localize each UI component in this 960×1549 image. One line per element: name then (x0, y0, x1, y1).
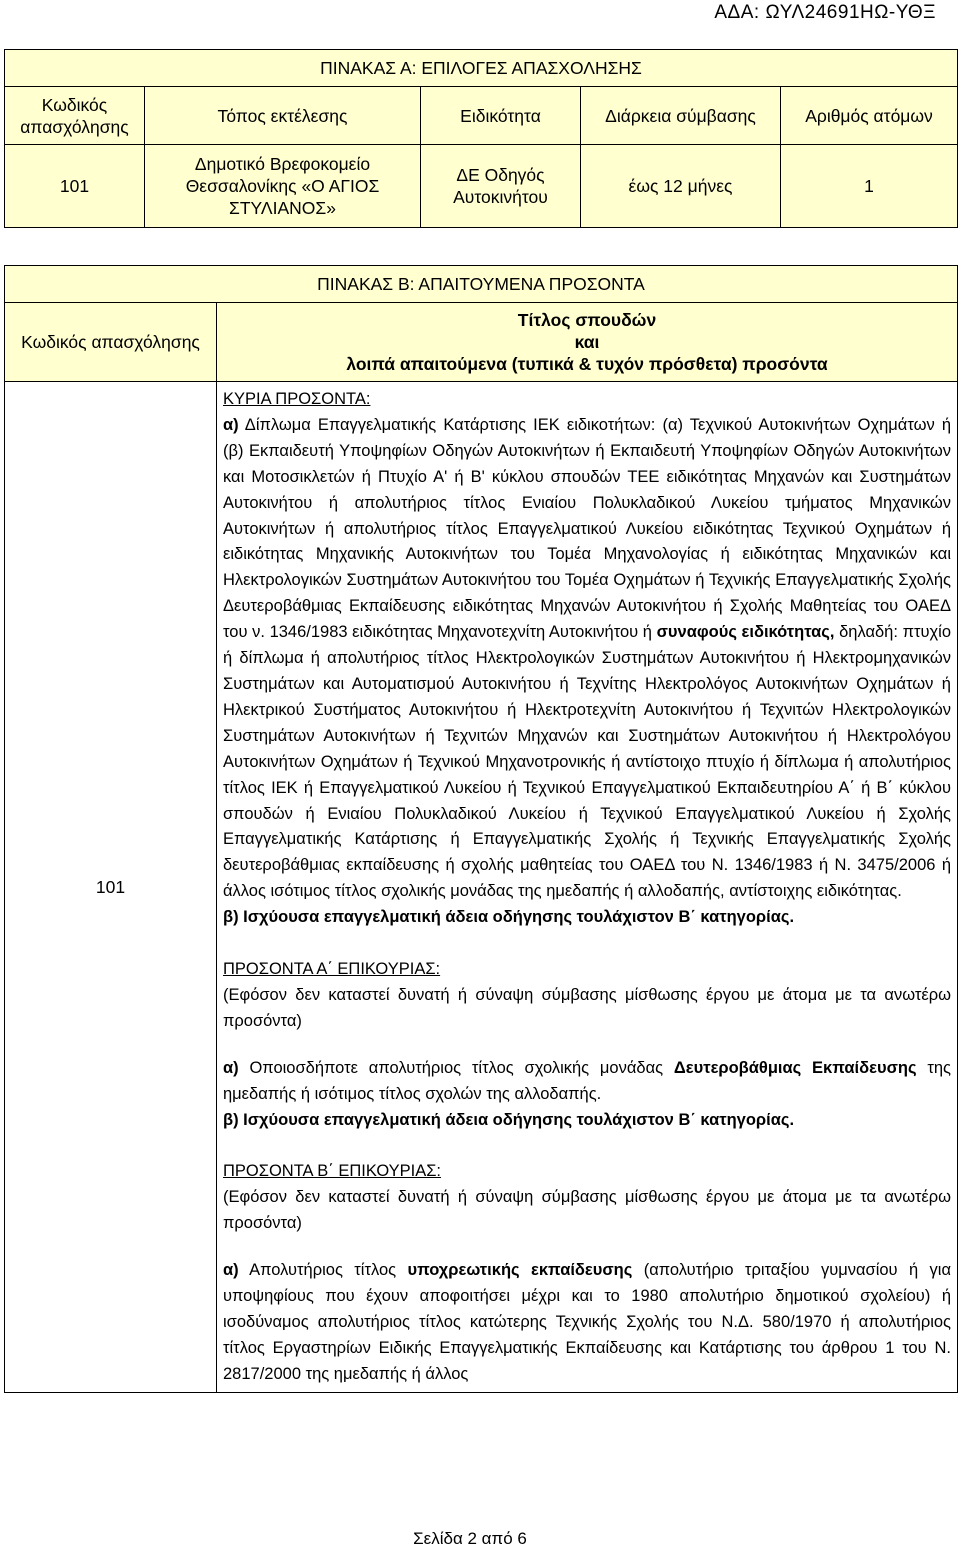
header-place: Τόπος εκτέλεσης (145, 87, 421, 145)
alt-a-a-label: α) (223, 1058, 239, 1077)
alt-b-a-bold: υποχρεωτικής εκπαίδευσης (407, 1261, 633, 1280)
header-qual-line-3: λοιπά απαιτούμενα (τυπικά & τυχόν πρόσθετα) προσόντα (346, 354, 828, 374)
main-qualification-a (223, 413, 951, 905)
table-required-qualifications (4, 265, 958, 1393)
main-a-text-1: Δίπλωμα Επαγγελματικής Κατάρτισης ΙΕΚ ειδικοτήτων: (α) Τεχνικού Αυτοκινήτων Οχημάτων ή (β) Εκπαιδευτή Υποψηφίων Οδηγών Αυτοκινήτων ή Εκπαιδευτή Υποψηφίων Οδηγών Αυτοκινήτων και Μοτοσικλετών ή Πτυχίο Α' ή Β' κύκλου σπουδών ΤΕΕ ειδικότητας Μηχανών και Συστημάτων Αυτοκινήτου ή απολυτήριος τίτλος Ενιαίου Πολυκλαδικού Λυκείου τμήματος Μηχανικών Αυτοκινήτων ή απολυτήριος τίτλος Επαγγελματικού Λυκείου ειδικότητας Τεχνικού Οχημάτων ή ειδικότητας Μηχανικής Αυτοκινήτων του Τομέα Μηχανολογίας ή ειδικότητας Μηχανικών και Ηλεκτρολογικών Συστημάτων Αυτοκινήτου του Τομέα Οχημάτων ή Τεχνικής Επαγγελματικής Σχολής Δευτεροβάθμιας Εκπαίδευσης ειδικότητας Μηχανών Αυτοκινήτου ή Σχολής Μαθητείας του ΟΑΕΔ του ν. 1346/1983 ειδικότητας Μηχανοτεχνίτη Αυτοκινήτου ή (223, 415, 951, 642)
cell-duration: έως 12 μήνες (581, 145, 781, 228)
alt-b-qualification-a (223, 1258, 951, 1388)
page-number: Σελίδα 2 από 6 (413, 1529, 527, 1548)
header-qual-line-1: Τίτλος σπουδών (517, 310, 657, 330)
alt-b-heading: ΠΡΟΣΟΝΤΑ Β΄ ΕΠΙΚΟΥΡΙΑΣ: (223, 1162, 442, 1181)
alt-b-a-text-2: (απολυτήριο τριταξίου γυμνασίου ή για υποψηφίους που έχουν αποφοιτήσει μέχρι και το 1980 απολυτήριο δημοτικού σχολείου) ή ισοδύναμος απολυτήριος τίτλος κατώτερης Τεχνικής Σχολής του Ν.Δ. 580/1970 ή απολυτήριος τίτλος Εργαστηρίων Ειδικής Επαγγελματικής Εκπαίδευσης και Κατάρτισης του άρθρου 1 του Ν. 2817/2000 της ημεδαπής ή άλλος (223, 1261, 951, 1383)
main-qualification-b: β) Ισχύουσα επαγγελματική άδεια οδήγησης τουλάχιστον Β΄ κατηγορίας. (223, 908, 795, 927)
alt-b-a-text-1: Απολυτήριος τίτλος (249, 1261, 397, 1280)
cell-persons: 1 (781, 145, 958, 228)
header-qualifications (217, 303, 958, 382)
header-qual-line-2: και (574, 332, 600, 352)
alt-a-qualification-b: β) Ισχύουσα επαγγελματική άδεια οδήγησης τουλάχιστον Β΄ κατηγορίας. (223, 1110, 795, 1129)
main-a-text-2: δηλαδή: πτυχίο ή δίπλωμα ή απολυτήριος τίτλος Ηλεκτρολογικών Συστημάτων Αυτοκινήτου ή Ηλεκτρομηχανικών Συστημάτων και Αυτοματισμού Αυτοκινήτου ή Τεχνίτης Ηλεκτρολόγος Αυτοκινήτων Οχημάτων ή Ηλεκτρικού Συστήματος Αυτοκινήτου ή Ηλεκτροτεχνίτη Αυτοκινήτου ή Τεχνιτών Ηλεκτρολογικών Συστημάτων Αυτοκινήτων ή Τεχνιτών Μηχανών και Συστημάτων Αυτοκινήτου ή Ηλεκτρολόγου Αυτοκινήτων Οχημάτων ή Τεχνικού Μηχανοτρονικής ή αντίστοιχο πτυχίο ή δίπλωμα ή απολυτήριος τίτλος ΙΕΚ ή Επαγγελματικού Λυκείου ή Τεχνικού Επαγγελματικού Εκπαιδευτηρίου Α΄ ή Β΄ κύκλου σπουδών ή Ενιαίου Πολυκλαδικού Λυκείου ή Τεχνικού Επαγγελματικού Λυκείου ή Σχολής Επαγγελματικής Κατάρτισης ή Επαγγελματικής Σχολής ή Τεχνικής Επαγγελματικής Σχολής δευτεροβάθμιας εκπαίδευσης ή σχολής μαθητείας του ΟΑΕΔ του Ν. 1346/1983 ή Ν. 3475/2006 ή άλλος ισότιμος τίτλος σχολικής μονάδας της ημεδαπής ή αλλοδαπής, αντίστοιχης ειδικότητας. (223, 623, 951, 901)
alt-a-qualification-a (223, 1056, 951, 1108)
main-a-bold: συναφούς ειδικότητας, (656, 623, 835, 642)
alt-b-a-label: α) (223, 1261, 239, 1280)
header-specialty: Ειδικότητα (421, 87, 581, 145)
main-a-label: α) (223, 415, 239, 434)
cell-specialty: ΔΕ Οδηγός Αυτοκινήτου (421, 145, 581, 228)
cell-place: Δημοτικό Βρεφοκομείο Θεσσαλονίκης «Ο ΑΓΙΟΣ ΣΤΥΛΙΑΝΟΣ» (145, 145, 421, 228)
header-duration: Διάρκεια σύμβασης (581, 87, 781, 145)
table-a-title: ΠΙΝΑΚΑΣ Α: ΕΠΙΛΟΓΕΣ ΑΠΑΣΧΟΛΗΣΗΣ (5, 50, 958, 87)
header-code: Κωδικός απασχόλησης (5, 87, 145, 145)
table-employment-options (4, 49, 958, 228)
alt-a-a-text-1: Οποιοσδήποτε απολυτήριος τίτλος σχολικής μονάδας (249, 1058, 664, 1077)
alt-b-note: (Εφόσον δεν καταστεί δυνατή ή σύναψη σύμβασης μίσθωσης έργου με άτομα με τα ανωτέρω προσόντα) (223, 1188, 951, 1233)
qualifications-body (217, 382, 958, 1393)
alt-a-heading: ΠΡΟΣΟΝΤΑ Α΄ ΕΠΙΚΟΥΡΙΑΣ: (223, 960, 441, 979)
header-persons: Αριθμός ατόμων (781, 87, 958, 145)
table-b-title: ΠΙΝΑΚΑΣ Β: ΑΠΑΙΤΟΥΜΕΝΑ ΠΡΟΣΟΝΤΑ (5, 266, 958, 303)
alt-a-a-text-2: της ημεδαπής ή ισότιμος τίτλος σχολών της αλλοδαπής. (223, 1058, 952, 1103)
alt-a-note: (Εφόσον δεν καταστεί δυνατή ή σύναψη σύμβασης μίσθωσης έργου με άτομα με τα ανωτέρω προσόντα) (223, 985, 951, 1030)
alt-a-a-bold: Δευτεροβάθμιας Εκπαίδευσης (673, 1058, 917, 1077)
header-code-b: Κωδικός απασχόλησης (5, 303, 217, 382)
main-qualifications-heading: ΚΥΡΙΑ ΠΡΟΣΟΝΤΑ: (223, 390, 371, 408)
ada-code: ΑΔΑ: ΩΥΛ24691ΗΩ-ΥΘΞ (714, 2, 936, 23)
cell-code: 101 (5, 145, 145, 228)
cell-code-b: 101 (5, 382, 217, 1393)
